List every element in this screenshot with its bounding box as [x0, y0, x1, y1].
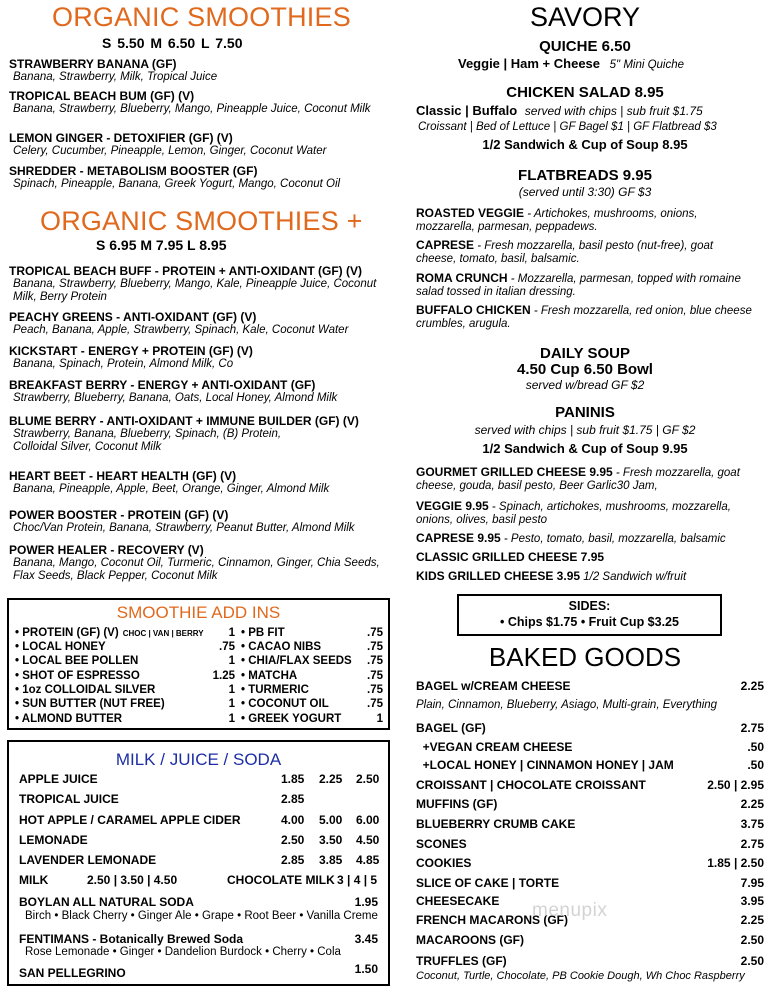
- menu-item-name: GOURMET GRILLED CHEESE 9.95: [416, 465, 613, 479]
- smoothie-item: [9, 508, 389, 535]
- smoothie-desc: Peach, Banana, Apple, Strawberry, Spinach, Kale, Coconut Water: [13, 324, 349, 336]
- pellegrino-price: 1.50: [354, 962, 378, 976]
- menu-item-desc: - Fresh mozzarella, red onion, blue cheese crumbles, arugula.: [416, 305, 752, 330]
- chicken-salad-line: [416, 103, 703, 118]
- sides-title: SIDES:: [568, 599, 611, 613]
- drink-price-large: 2.50: [356, 772, 380, 786]
- menu-item-name: ROMA CRUNCH: [416, 271, 508, 285]
- addin-item: [15, 627, 235, 639]
- smoothie-item: [9, 164, 389, 191]
- menu-item: [416, 272, 756, 299]
- drink-row: [19, 813, 380, 829]
- menu-item-desc: 1/2 Sandwich w/fruit: [580, 571, 687, 583]
- choc-milk-price: 3 | 4 | 5: [337, 873, 378, 887]
- chicken-salad-served: served with chips | sub fruit $1.75: [524, 104, 703, 118]
- menu-item-desc: - Spinach, artichokes, mushrooms, mozzarella, onions, olives, basil pesto: [416, 501, 731, 526]
- smoothie-item: [9, 414, 389, 454]
- chicken-salad-styles: Classic | Buffalo: [416, 103, 518, 118]
- quiche-note: 5" Mini Quiche: [609, 59, 685, 71]
- addin-price: 1: [228, 713, 235, 725]
- sides-box: [457, 594, 722, 636]
- baked-price: 3.75: [740, 817, 764, 831]
- addin-price: 1: [376, 713, 383, 725]
- addin-price: 1.25: [212, 670, 235, 682]
- addin-item: [15, 641, 235, 653]
- smoothie-desc: Strawberry, Blueberry, Banana, Oats, Local Honey, Almond Milk: [13, 392, 338, 404]
- bagel-flavors: Plain, Cinnamon, Blueberry, Asiago, Multi-grain, Everything: [416, 699, 718, 711]
- addin-item: [15, 670, 235, 682]
- menu-item-desc: - Pesto, tomato, basil, mozzarella, balsamic: [500, 533, 726, 545]
- baked-item: [416, 856, 764, 872]
- choc-milk-name: CHOCOLATE MILK: [227, 873, 335, 887]
- smoothie-name: POWER HEALER - RECOVERY (V): [9, 543, 204, 557]
- smoothie-item: [9, 378, 389, 405]
- quiche-line: [458, 56, 684, 71]
- baked-price: 1.85 | 2.50: [707, 856, 764, 870]
- drink-price-large: 4.50: [356, 833, 380, 847]
- baked-title: BAKED GOODS: [488, 642, 682, 672]
- quiche-name: QUICHE 6.50: [539, 38, 631, 55]
- addins-title: SMOOTHIE ADD INS: [116, 603, 281, 622]
- baked-item: [416, 837, 764, 853]
- drink-name: TROPICAL JUICE: [19, 792, 119, 806]
- smoothies-title: ORGANIC SMOOTHIES: [52, 2, 351, 32]
- drink-price-medium: 3.50: [319, 833, 343, 847]
- baked-name: BAGEL (GF): [416, 721, 486, 735]
- menu-item: [416, 551, 756, 565]
- baked-price: 7.95: [740, 876, 764, 890]
- menu-item: [416, 500, 756, 527]
- baked-name: COOKIES: [416, 856, 472, 870]
- addin-price: .75: [219, 641, 235, 653]
- drink-price-small: 2.85: [281, 792, 305, 806]
- drink-name: LAVENDER LEMONADE: [19, 853, 157, 867]
- baked-name: CHEESECAKE: [416, 894, 500, 908]
- baked-price: 3.95: [740, 894, 764, 908]
- soup-title: DAILY SOUP: [539, 345, 631, 362]
- fentimans-flavors: Rose Lemonade • Ginger • Dandelion Burdock • Cherry • Cola: [25, 946, 341, 958]
- menu-item-desc: - Fresh mozzarella, basil pesto (nut-free), goat cheese, tomato, basil, balsamic.: [416, 240, 714, 265]
- smoothie-name: PEACHY GREENS - ANTI-OXIDANT (GF) (V): [9, 310, 257, 324]
- drink-row: [19, 772, 380, 788]
- menu-item-name: BUFFALO CHICKEN: [416, 303, 531, 317]
- smoothie-desc: Banana, Strawberry, Blueberry, Mango, Pineapple Juice, Coconut Milk: [13, 103, 371, 115]
- baked-name: BAGEL w/CREAM CHEESE: [416, 679, 571, 693]
- smoothie-desc: Choc/Van Protein, Banana, Strawberry, Peanut Butter, Almond Milk: [13, 522, 355, 534]
- baked-item: [416, 758, 764, 774]
- baked-name: TRUFFLES (GF): [416, 954, 507, 968]
- soup-note: served w/bread GF $2: [525, 378, 645, 392]
- addin-name: • COCONUT OIL: [241, 698, 329, 710]
- drinks-title: MILK / JUICE / SODA: [115, 750, 282, 769]
- smoothie-desc: Banana, Strawberry, Blueberry, Mango, Kale, Pineapple Juice, Coconut Milk, Berry Protein: [13, 278, 377, 303]
- addin-price: 1: [228, 627, 235, 639]
- smoothie-name: BREAKFAST BERRY - ENERGY + ANTI-OXIDANT (GF): [9, 378, 316, 392]
- smoothie-desc: Strawberry, Banana, Blueberry, Spinach, (B) Protein, Colloidal Silver, Coconut Milk: [13, 428, 282, 453]
- menu-item-name: KIDS GRILLED CHEESE 3.95: [416, 569, 581, 583]
- smoothie-item: [9, 89, 389, 116]
- addin-price: .75: [367, 698, 383, 710]
- drink-row: [19, 792, 380, 808]
- addin-item: [15, 684, 235, 696]
- fentimans-name: FENTIMANS - Botanically Brewed Soda: [19, 932, 244, 946]
- addin-name: • MATCHA: [241, 670, 298, 682]
- addin-name: • SHOT OF ESPRESSO: [15, 670, 140, 682]
- addin-item: [241, 627, 383, 639]
- menu-item-name: VEGGIE 9.95: [416, 499, 489, 513]
- milk-price: 2.50 | 3.50 | 4.50: [87, 873, 178, 887]
- smoothie-desc: Banana, Mango, Coconut Oil, Turmeric, Cinnamon, Ginger, Chia Seeds, Flax Seeds, Black Pepper, Coconut Milk: [13, 557, 380, 582]
- addin-price: .75: [367, 641, 383, 653]
- addin-price: 1: [228, 698, 235, 710]
- smoothie-item: [9, 310, 389, 337]
- smoothie-name: STRAWBERRY BANANA (GF): [9, 57, 177, 71]
- drink-price-medium: 5.00: [319, 813, 343, 827]
- baked-item: [416, 679, 764, 695]
- addin-price: .75: [367, 655, 383, 667]
- smoothie-desc: Banana, Strawberry, Milk, Tropical Juice: [13, 71, 218, 83]
- smoothie-item: [9, 264, 389, 304]
- boylan-row: [19, 895, 380, 911]
- flatbreads-title: FLATBREADS 9.95: [518, 167, 652, 184]
- addin-item: [241, 655, 383, 667]
- smoothie-desc: Banana, Pineapple, Apple, Beet, Orange, Ginger, Almond Milk: [13, 483, 330, 495]
- watermark: menupix: [532, 900, 608, 921]
- savory-title: SAVORY: [529, 2, 641, 32]
- boylan-flavors: Birch • Black Cherry • Ginger Ale • Grape • Root Beer • Vanilla Creme: [25, 910, 378, 922]
- drinks-box: [7, 740, 390, 986]
- addin-name: • 1oz COLLOIDAL SILVER: [15, 684, 156, 696]
- drink-price-large: 6.00: [356, 813, 380, 827]
- addin-note: CHOC | VAN | BERRY: [122, 629, 204, 638]
- menu-item: [416, 570, 756, 584]
- baked-item: [416, 797, 764, 813]
- baked-price: 2.75: [740, 837, 764, 851]
- menu-item: [416, 532, 756, 546]
- smoothie-name: HEART BEET - HEART HEALTH (GF) (V): [9, 469, 237, 483]
- pellegrino-name: SAN PELLEGRINO: [19, 966, 126, 980]
- soup-prices: 4.50 Cup 6.50 Bowl: [517, 361, 653, 378]
- baked-price: 2.25: [740, 913, 764, 927]
- baked-name: MACAROONS (GF): [416, 933, 524, 947]
- addin-name: • TURMERIC: [241, 684, 309, 696]
- addin-item: [241, 641, 383, 653]
- baked-item: [416, 721, 764, 737]
- smoothie-desc: Celery, Cucumber, Pineapple, Lemon, Ginger, Coconut Water: [13, 145, 327, 157]
- addin-name: • SUN BUTTER (NUT FREE): [15, 698, 165, 710]
- drink-row: [19, 833, 380, 849]
- smoothie-name: TROPICAL BEACH BUM (GF) (V): [9, 89, 195, 103]
- drink-price-small: 1.85: [281, 772, 305, 786]
- menu-item-desc: - Mozzarella, parmesan, topped with romaine salad tossed in italian dressing.: [416, 273, 741, 298]
- menu-item: [416, 207, 756, 234]
- chicken-salad-bread: Croissant | Bed of Lettuce | GF Bagel $1 | GF Flatbread $3: [418, 121, 717, 133]
- addin-item: [15, 698, 235, 710]
- addin-item: [15, 713, 235, 725]
- baked-name: SLICE OF CAKE | TORTE: [416, 876, 560, 890]
- baked-item: [416, 740, 764, 756]
- paninis-served: served with chips | sub fruit $1.75 | GF $2: [474, 423, 696, 437]
- paninis-combo: 1/2 Sandwich & Cup of Soup 9.95: [482, 441, 688, 456]
- fentimans-price: 3.45: [354, 932, 378, 946]
- baked-name: SCONES: [416, 837, 467, 851]
- baked-price: 2.25: [740, 797, 764, 811]
- smoothie-desc: Spinach, Pineapple, Banana, Greek Yogurt, Mango, Coconut Oil: [13, 178, 341, 190]
- addin-price: 1: [228, 684, 235, 696]
- addin-name: • PB FIT: [241, 627, 285, 639]
- addins-box: [7, 598, 390, 730]
- smoothie-desc: Banana, Spinach, Protein, Almond Milk, Co: [13, 358, 234, 370]
- baked-price: .50: [747, 758, 764, 772]
- menu-item-name: ROASTED VEGGIE: [416, 206, 525, 220]
- addin-price: 1: [228, 655, 235, 667]
- drink-name: APPLE JUICE: [19, 772, 98, 786]
- baked-item: [416, 817, 764, 833]
- drink-name: LEMONADE: [19, 833, 88, 847]
- addin-item: [241, 713, 383, 725]
- chicken-salad-name: CHICKEN SALAD 8.95: [506, 84, 664, 101]
- addin-name: • GREEK YOGURT: [241, 713, 342, 725]
- boylan-name: BOYLAN ALL NATURAL SODA: [19, 895, 194, 909]
- pellegrino-row: [19, 962, 380, 982]
- addin-name: • ALMOND BUTTER: [15, 713, 123, 725]
- baked-price: 2.75: [740, 721, 764, 735]
- baked-name: MUFFINS (GF): [416, 797, 498, 811]
- drink-row: [19, 853, 380, 869]
- addin-name: • LOCAL BEE POLLEN: [15, 655, 139, 667]
- smoothie-item: [9, 57, 389, 84]
- addin-item: [241, 698, 383, 710]
- baked-price: 2.50 | 2.95: [707, 778, 764, 792]
- smoothie-name: BLUME BERRY - ANTI-OXIDANT + IMMUNE BUILDER (GF) (V): [9, 414, 359, 428]
- menu-item: [416, 304, 756, 331]
- menu-item-name: CLASSIC GRILLED CHEESE 7.95: [416, 550, 605, 564]
- boylan-price: 1.95: [354, 895, 378, 909]
- baked-item: [416, 954, 764, 970]
- drink-price-large: 4.85: [356, 853, 380, 867]
- smoothie-name: KICKSTART - ENERGY + PROTEIN (GF) (V): [9, 344, 253, 358]
- addin-item: [15, 655, 235, 667]
- smoothie-item: [9, 543, 389, 583]
- addin-item: [241, 684, 383, 696]
- baked-name: CROISSANT | CHOCOLATE CROISSANT: [416, 778, 646, 792]
- smoothie-name: POWER BOOSTER - PROTEIN (GF) (V): [9, 508, 229, 522]
- paninis-title: PANINIS: [555, 404, 615, 421]
- menu-item: [416, 466, 756, 493]
- quiche-options: Veggie | Ham + Cheese: [458, 56, 601, 71]
- baked-price: 2.50: [740, 954, 764, 968]
- drink-price-small: 2.85: [281, 853, 305, 867]
- menu-item-desc: - Fresh mozzarella, goat cheese, gouda, basil pesto, Beer Garlic30 Jam,: [416, 467, 740, 492]
- drink-price-medium: 2.25: [319, 772, 343, 786]
- baked-name: +LOCAL HONEY | CINNAMON HONEY | JAM: [416, 758, 674, 772]
- addin-name: • CHIA/FLAX SEEDS: [241, 655, 352, 667]
- flatbreads-note: (served until 3:30) GF $3: [518, 185, 652, 199]
- smoothie-name: SHREDDER - METABOLISM BOOSTER (GF): [9, 164, 258, 178]
- addin-name: • PROTEIN (GF) (V): [15, 627, 119, 639]
- baked-name: +VEGAN CREAM CHEESE: [416, 740, 573, 754]
- drink-price-small: 4.00: [281, 813, 305, 827]
- baked-item: [416, 876, 764, 892]
- smoothies-plus-sizes: S 6.95 M 7.95 L 8.95: [96, 237, 227, 253]
- menu-item: [416, 239, 756, 266]
- smoothie-name: LEMON GINGER - DETOXIFIER (GF) (V): [9, 131, 233, 145]
- addin-price: .75: [367, 627, 383, 639]
- menu-item-name: CAPRESE 9.95: [416, 531, 501, 545]
- baked-item: [416, 778, 764, 794]
- truffle-flavors: Coconut, Turtle, Chocolate, PB Cookie Dough, Wh Choc Raspberry: [416, 970, 745, 982]
- addin-name: • CACAO NIBS: [241, 641, 322, 653]
- drink-price-small: 2.50: [281, 833, 305, 847]
- milk-row: [19, 873, 380, 889]
- addin-price: .75: [367, 684, 383, 696]
- baked-price: 2.25: [740, 679, 764, 693]
- smoothie-item: [9, 131, 389, 158]
- smoothie-item: [9, 469, 389, 496]
- chicken-salad-combo: 1/2 Sandwich & Cup of Soup 8.95: [482, 137, 688, 152]
- menu-item-name: CAPRESE: [416, 238, 475, 252]
- drink-name: HOT APPLE / CARAMEL APPLE CIDER: [19, 813, 241, 827]
- sides-items: • Chips $1.75 • Fruit Cup $3.25: [500, 615, 679, 629]
- addin-name: • LOCAL HONEY: [15, 641, 106, 653]
- menu-item-desc: - Artichokes, mushrooms, onions, mozzarella, parmesan, peppadews.: [416, 208, 698, 233]
- addin-item: [241, 670, 383, 682]
- addin-price: .75: [367, 670, 383, 682]
- baked-price: .50: [747, 740, 764, 754]
- baked-name: BLUEBERRY CRUMB CAKE: [416, 817, 576, 831]
- milk-name: MILK: [19, 873, 49, 887]
- smoothies-plus-title: ORGANIC SMOOTHIES +: [40, 206, 363, 236]
- baked-name: FRENCH MACARONS (GF): [416, 913, 568, 927]
- smoothies-sizes: S 5.50 M 6.50 L 7.50: [102, 35, 243, 51]
- smoothie-item: [9, 344, 389, 371]
- drink-price-medium: 3.85: [319, 853, 343, 867]
- baked-item: [416, 933, 764, 949]
- baked-price: 2.50: [740, 933, 764, 947]
- smoothie-name: TROPICAL BEACH BUFF - PROTEIN + ANTI-OXIDANT (GF) (V): [9, 264, 362, 278]
